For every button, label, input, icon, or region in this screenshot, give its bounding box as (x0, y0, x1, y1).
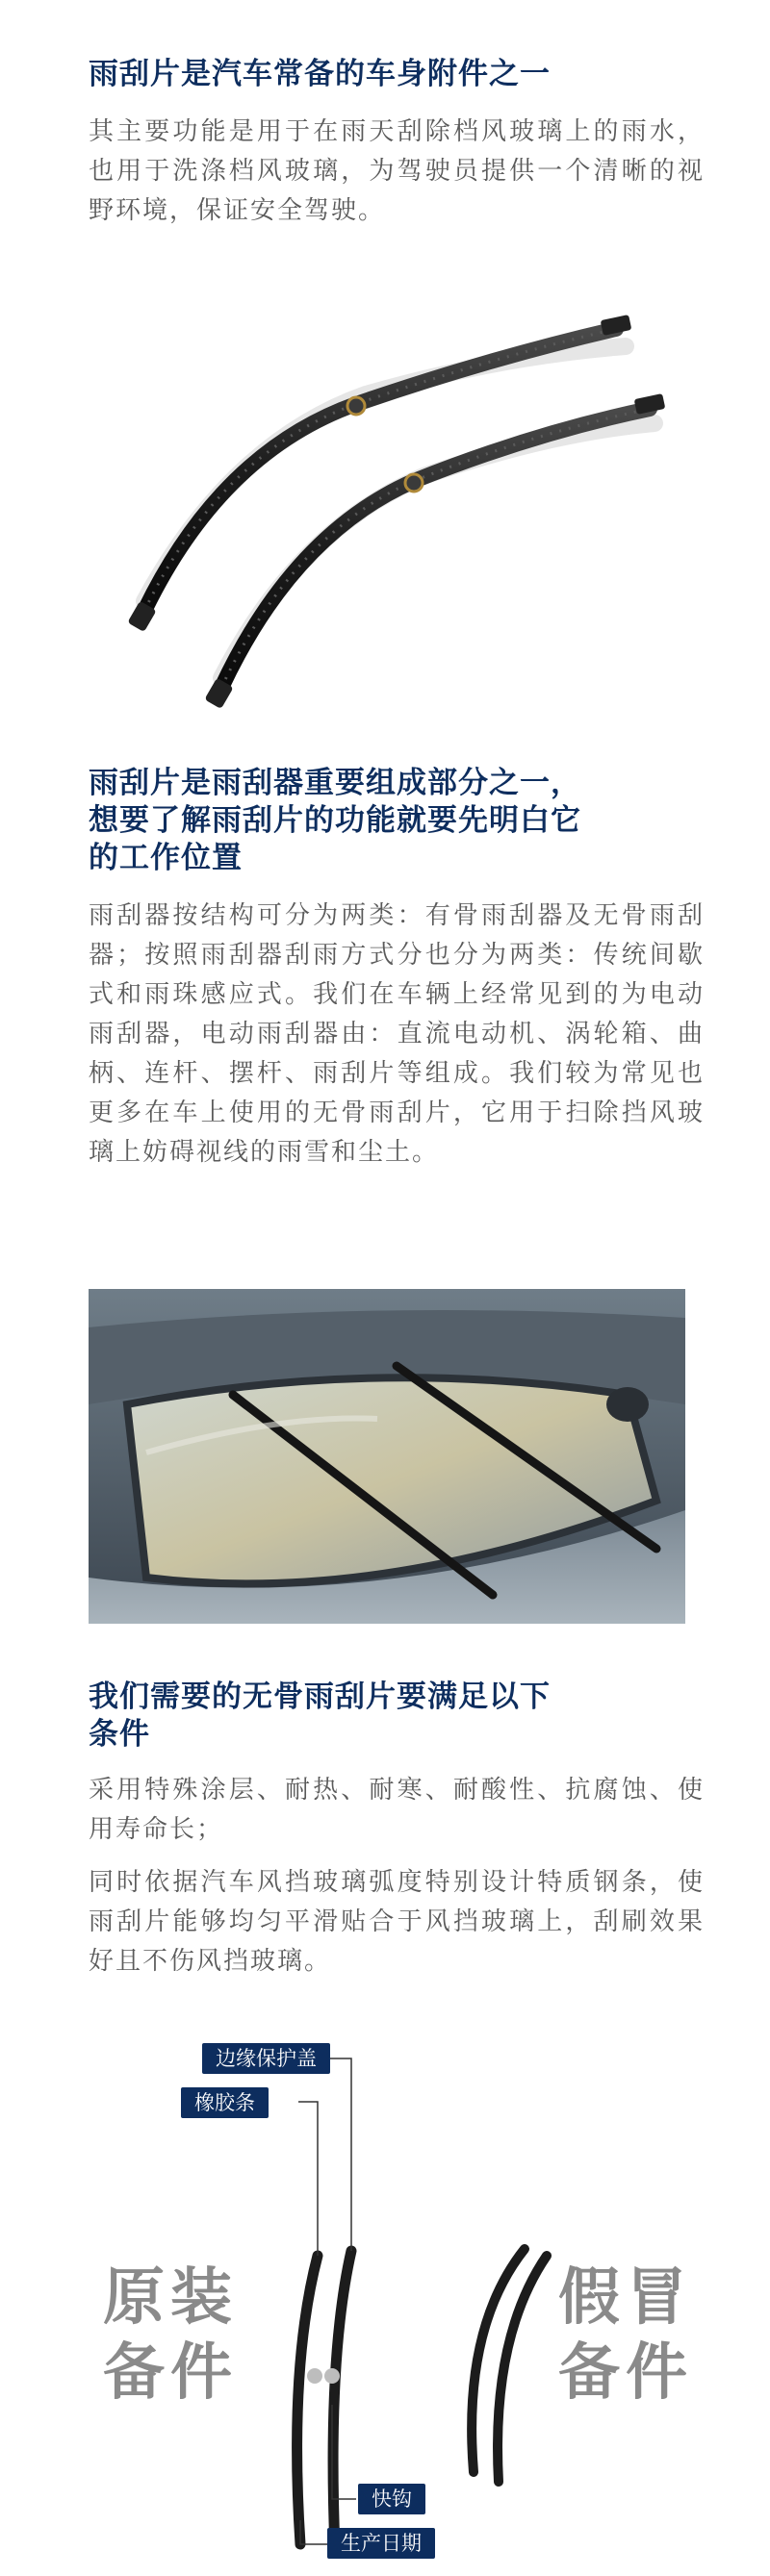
section-title-requirements: 我们需要的无骨雨刮片要满足以下 条件 (89, 1679, 551, 1752)
section-body-intro: 其主要功能是用于在雨天刮除档风玻璃上的雨水，也用于洗涤档风玻璃，为驾驶员提供一个清晰的视野环境，保证安全驾驶。 (89, 117, 705, 225)
tag-edge-cover: 边缘保护盖 (202, 2043, 330, 2074)
section-title-working-position: 雨刮片是雨刮器重要组成部分之一， 想要了解雨刮片的功能就要先明白它 的工作位置 (89, 766, 581, 875)
working-position-section (89, 765, 705, 1173)
windshield-photo (89, 1289, 685, 1624)
original-parts-label: 原装 备件 (103, 2262, 238, 2409)
fake-parts-label: 假冒 备件 (558, 2262, 693, 2409)
intro-section (89, 56, 705, 231)
section-body-working-position: 雨刮器按结构可分为两类：有骨雨刮器及无骨雨刮器；按照雨刮器刮雨方式分也分为两类：传统间歇式和雨珠感应式。我们在车辆上经常见到的为电动雨刮器，电动雨刮器由：直流电动机、涡轮箱、曲柄、连杆、摆杆、雨刮片等组成。我们较为常见也更多在车上使用的无骨雨刮片，它用于扫除挡风玻璃上妨碍视线的雨雪和尘土。 (89, 901, 705, 1167)
wiper-blades-image (116, 279, 674, 712)
tag-quick-hook: 快钩 (358, 2484, 425, 2514)
requirements-section (89, 1679, 705, 1982)
tag-rubber-strip: 橡胶条 (181, 2087, 269, 2118)
original-vs-fake-diagram (0, 2020, 770, 2576)
section-body-requirements-2: 同时依据汽车风挡玻璃弧度特别设计特质钢条，使雨刮片能够均匀平滑贴合于风挡玻璃上，刮刷效果好且不伤风挡玻璃。 (89, 1868, 705, 1976)
section-title-intro: 雨刮片是汽车常备的车身附件之一 (89, 57, 551, 91)
section-body-requirements-1: 采用特殊涂层、耐热、耐寒、耐酸性、抗腐蚀、使用寿命长； (89, 1776, 705, 1844)
tag-production-date: 生产日期 (327, 2528, 435, 2559)
